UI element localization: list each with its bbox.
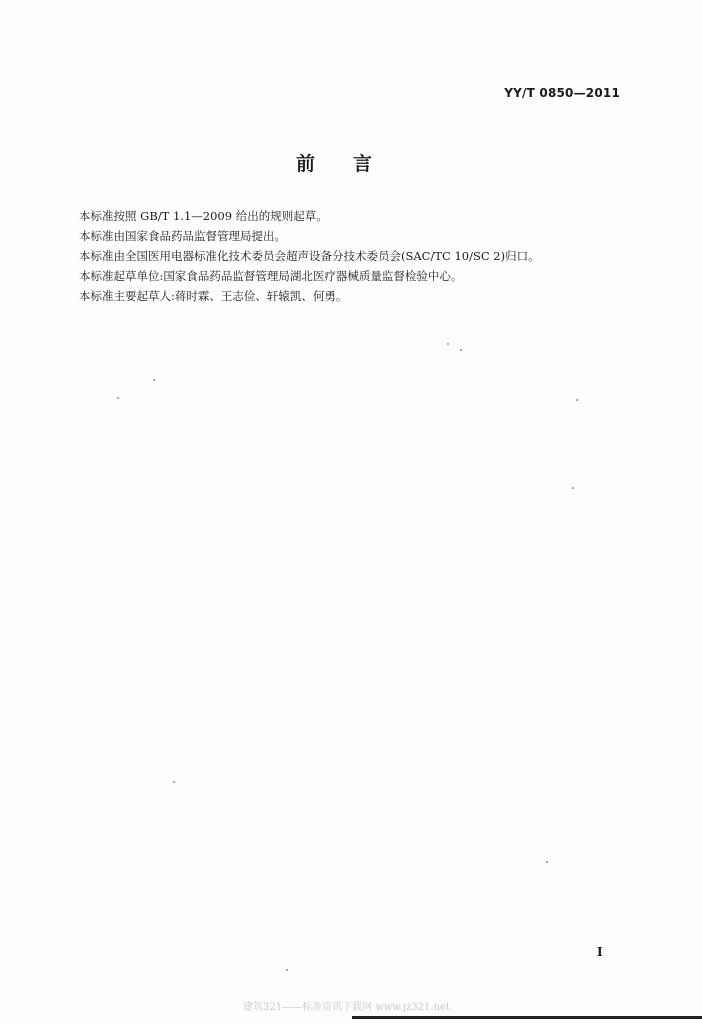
scan-speck [460, 349, 462, 351]
scan-speck [117, 397, 119, 399]
paragraph: 本标准由全国医用电器标准化技术委员会超声设备分技术委员会(SAC/TC 10/SC 2)归口。 [79, 249, 540, 263]
section-title-char-1: 前 [295, 153, 317, 175]
scan-edge-rule [352, 1016, 702, 1019]
scan-speck [546, 861, 548, 863]
foreword-body [79, 206, 639, 306]
paragraph: 本标准按照 GB/T 1.1—2009 给出的规则起草。 [79, 209, 328, 223]
scan-speck [572, 487, 574, 489]
paragraph: 本标准由国家食品药品监督管理局提出。 [79, 229, 286, 243]
scan-speck [153, 379, 155, 381]
scan-speck [447, 343, 449, 345]
scan-speck [286, 969, 288, 971]
scan-speck [576, 399, 578, 401]
watermark-text: 建筑321——标准资讯下载网 www.jz321.net [243, 1002, 450, 1013]
paragraph: 本标准起草单位:国家食品药品监督管理局湖北医疗器械质量监督检验中心。 [79, 269, 463, 283]
scan-speck [173, 781, 175, 783]
paragraph: 本标准主要起草人:蒋时霖、王志俭、轩辕凯、何勇。 [79, 289, 348, 303]
section-title-char-2: 言 [353, 153, 375, 175]
page-number: I [597, 945, 603, 959]
standard-number: YY/T 0850—2011 [504, 86, 620, 100]
section-title [0, 149, 670, 176]
